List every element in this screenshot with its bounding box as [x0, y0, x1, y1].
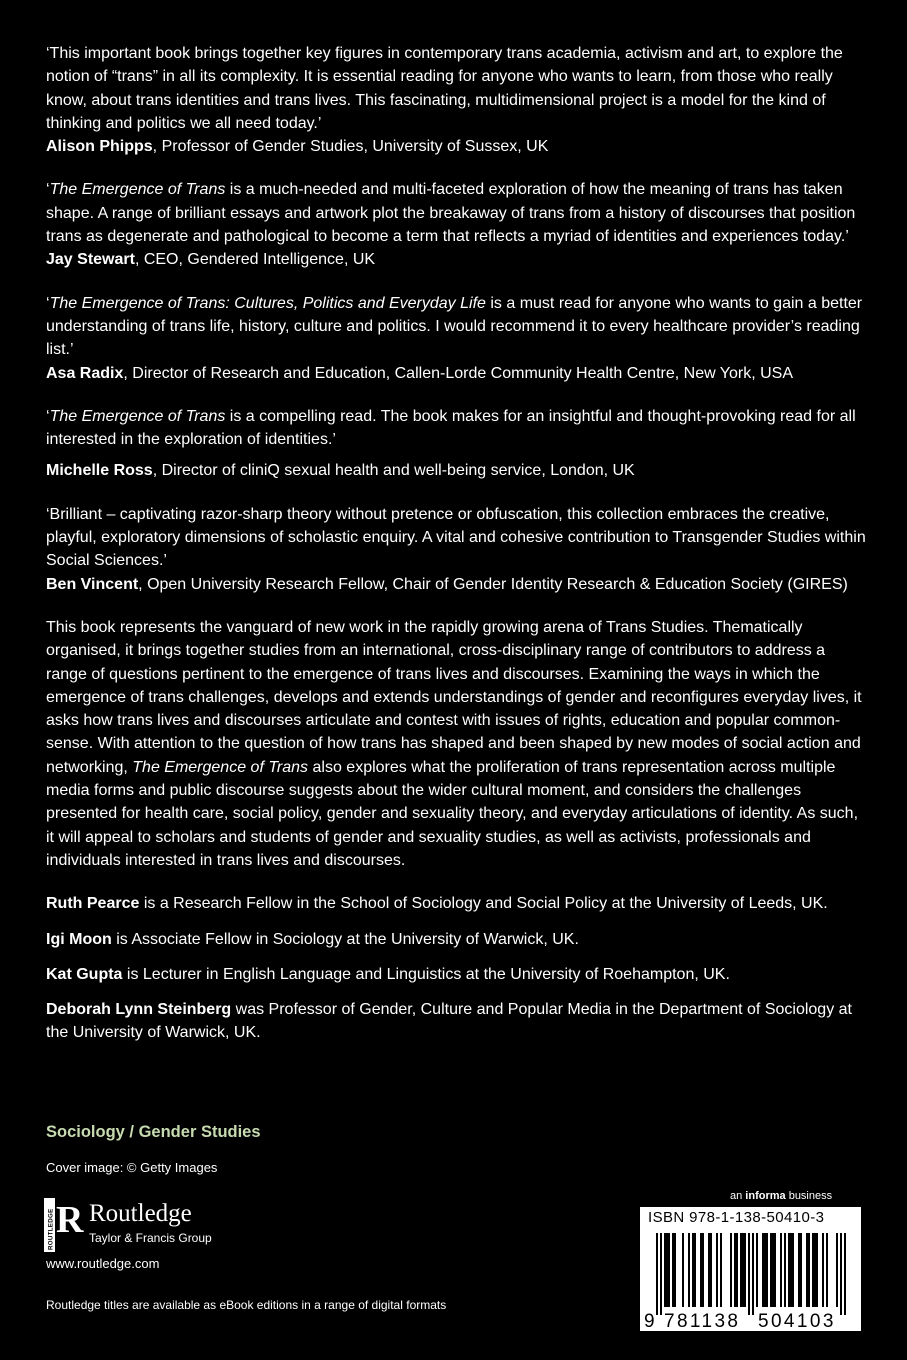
endorser-name: Michelle Ross	[46, 462, 153, 480]
informa-brand: informa	[745, 1190, 786, 1202]
barcode-graphic	[640, 1207, 861, 1331]
quote-mark: ‘	[46, 181, 50, 199]
barcode-bar	[688, 1233, 690, 1307]
endorsement-quote	[46, 405, 866, 452]
barcode-bar	[692, 1233, 694, 1307]
quote-text: is a compelling read. The book makes for an insightful and thought-provoking read for all interested in the exploration of identities.’	[46, 407, 856, 449]
publisher-logo	[44, 1198, 234, 1254]
barcode-bar	[720, 1233, 722, 1307]
barcode-bar	[740, 1233, 742, 1307]
publisher-group: Taylor & Francis Group	[89, 1231, 212, 1245]
quote-mark: ‘	[46, 407, 50, 425]
endorser-name: Alison Phipps	[46, 138, 153, 156]
endorser-name: Jay Stewart	[46, 251, 135, 269]
description-part-1: This book represents the vanguard of new work in the rapidly growing arena of Trans Studies. Thematically organised, it brings together studies from an international, cross-disciplinary range of contributors to address a range of questions pertinent to the emergence of trans lives and discourses. Examining the ways in which the emergence of trans challenges, develops and extends understandings of gender and reconfigures everyday lives, it asks how trans lives and discourses articulate and contest with issues of rights, education and popular common-sense. With attention to the question of how trans has shaped and been shaped by new modes of social action and networking,	[46, 618, 862, 776]
endorser-name: Asa Radix	[46, 364, 124, 382]
description-part-2: also explores what the proliferation of trans representation across multiple media forms and public discourse suggests about the wider cultural moment, and considers the challenges presented for health care, social policy, gender and sexuality theory, and everyday articulations of identity. As such, it will appeal to scholars and students of gender and sexuality studies, as well as activists, professionals and individuals interested in trans lives and discourses.	[46, 758, 859, 869]
barcode-bar	[656, 1233, 658, 1315]
editor-bio	[46, 928, 866, 951]
endorser-role: , Director of cliniQ sexual health and well-being service, London, UK	[152, 462, 635, 480]
barcode-bar	[790, 1233, 792, 1307]
informa-prefix: an	[730, 1190, 746, 1202]
barcode-bar	[744, 1233, 746, 1307]
barcode-bar	[716, 1233, 718, 1307]
barcode-bar	[702, 1233, 704, 1307]
ebook-note: Routledge titles are available as eBook editions in a range of digital formats	[46, 1298, 447, 1312]
informa-business-tag	[730, 1190, 832, 1202]
quote-text: is a must read for anyone who wants to gain a better understanding of trans life, history, culture and politics. I would recommend it to every healthcare provider’s reading list.’	[46, 294, 863, 359]
endorser-role: , Open University Research Fellow, Chair of Gender Identity Research & Education Society (GIRES)	[138, 575, 848, 593]
barcode-bar	[814, 1233, 816, 1307]
barcode-bar	[812, 1233, 814, 1307]
barcode-bar	[806, 1233, 808, 1307]
barcode-bar	[708, 1233, 710, 1307]
editor-bio-3	[46, 963, 866, 986]
editor-name: Deborah Lynn Steinberg	[46, 1001, 232, 1019]
endorser-role: , CEO, Gendered Intelligence, UK	[134, 251, 376, 269]
quote-text: is a much-needed and multi-faceted exploration of how the meaning of trans has taken shape. A range of brilliant essays and artwork plot the breakaway of trans from a history of discourses that position trans as degenerate and pathological to become a term that reflects a myriad of identities and experiences today.’	[46, 181, 856, 246]
informa-suffix: business	[785, 1190, 833, 1202]
logo-letter: R	[56, 1199, 84, 1241]
editor-name: Kat Gupta	[46, 965, 123, 983]
description-text	[46, 616, 866, 872]
barcode-bar	[682, 1233, 684, 1307]
routledge-logo-icon	[44, 1198, 84, 1252]
editor-bio-4	[46, 998, 866, 1045]
editor-bio-text: was Professor of Gender, Culture and Popular Media in the Department of Sociology at the University of Warwick, UK.	[46, 1001, 852, 1042]
barcode-bar	[668, 1233, 670, 1307]
endorsement-4	[46, 405, 866, 483]
barcode-bar	[664, 1233, 666, 1307]
barcode-bar	[674, 1233, 676, 1307]
endorsement-quote: ‘This important book brings together key figures in contemporary trans academia, activism and art, to explore the notion of “trans” in all its complexity. It is essential reading for anyone who wants to learn, from those who really know, about trans identities and trans lives. This fascinating, multidimensional project is a model for the kind of thinking and politics we all need today.’	[46, 45, 843, 132]
barcode-bar	[734, 1233, 736, 1307]
barcode-bar	[808, 1233, 810, 1307]
barcode-bar	[756, 1233, 758, 1307]
barcode-bar	[672, 1233, 674, 1307]
editor-bio	[46, 892, 866, 915]
barcode-bar	[826, 1233, 828, 1307]
book-title: The Emergence of Trans: Cultures, Politics and Everyday Life	[49, 294, 486, 312]
barcode-bar	[770, 1233, 772, 1307]
editor-bio-1	[46, 892, 866, 915]
endorsement-quote	[46, 292, 866, 362]
barcode-bar	[840, 1233, 842, 1315]
endorsement-2	[46, 178, 866, 271]
editor-bio-text: is Associate Fellow in Sociology at the University of Warwick, UK.	[111, 930, 579, 948]
barcode-bar	[844, 1233, 846, 1315]
barcode-bar	[752, 1233, 754, 1315]
endorsement-attribution	[46, 362, 866, 385]
endorsement-5	[46, 503, 866, 596]
barcode-digits-left: 781138	[664, 1311, 741, 1332]
endorsement-attribution	[46, 459, 866, 482]
endorsement-attribution	[46, 248, 866, 271]
barcode-bar	[764, 1233, 766, 1307]
barcode-bar	[798, 1233, 800, 1307]
barcode-digits-right: 504103	[758, 1311, 836, 1332]
barcode-bar	[660, 1233, 662, 1315]
endorsement-attribution	[46, 573, 866, 596]
barcode-bar	[784, 1233, 786, 1307]
barcode-bar	[816, 1233, 818, 1307]
book-description	[46, 616, 866, 872]
book-title: The Emergence of Trans	[132, 758, 309, 776]
editor-name: Igi Moon	[46, 930, 112, 948]
barcode-bar	[762, 1233, 764, 1307]
barcode-bar	[742, 1233, 744, 1307]
logo-vertical-text: ROUTLEDGE	[47, 1208, 55, 1250]
barcode-bar	[792, 1233, 794, 1307]
editor-name: Ruth Pearce	[46, 895, 140, 913]
barcode-bar	[730, 1233, 732, 1307]
barcode-bar	[822, 1233, 824, 1307]
publisher-website[interactable]: www.routledge.com	[46, 1256, 160, 1271]
isbn-label: ISBN 978-1-138-50410-3	[648, 1209, 825, 1226]
endorsement-quote	[46, 178, 866, 248]
cover-image-credit: Cover image: © Getty Images	[46, 1160, 218, 1175]
publisher-name: Routledge	[89, 1200, 192, 1227]
editor-bio	[46, 998, 866, 1045]
subject-category: Sociology / Gender Studies	[46, 1123, 261, 1141]
endorsement-attribution	[46, 135, 866, 158]
book-title: The Emergence of Trans	[49, 181, 226, 199]
endorser-role: , Professor of Gender Studies, University of Sussex, UK	[152, 138, 549, 156]
isbn-barcode	[640, 1207, 861, 1331]
barcode-bar	[772, 1233, 774, 1307]
cover-text	[46, 42, 866, 1053]
endorser-name: Ben Vincent	[46, 575, 139, 593]
barcode-bar	[788, 1233, 790, 1307]
barcode-digit-first: 9	[644, 1311, 655, 1332]
barcode-bar	[700, 1233, 702, 1307]
endorser-role: , Director of Research and Education, Callen-Lorde Community Health Centre, New York, USA	[123, 364, 794, 382]
endorsement-3	[46, 292, 866, 385]
editor-bio-text: is a Research Fellow in the School of Sociology and Social Policy at the University of Leeds, UK.	[139, 895, 828, 913]
editor-bio-2	[46, 928, 866, 951]
book-title: The Emergence of Trans	[49, 407, 226, 425]
barcode-bar	[748, 1233, 750, 1315]
barcode-bar	[736, 1233, 738, 1307]
barcode-bar	[710, 1233, 712, 1307]
endorsement-quote: ‘Brilliant – captivating razor-sharp theory without pretence or obfuscation, this collection embraces the creative, playful, exploratory dimensions of scholastic enquiry. A vital and cohesive contribution to Transgender Studies within Social Sciences.’	[46, 505, 866, 570]
barcode-bar	[766, 1233, 768, 1307]
barcode-bar	[800, 1233, 802, 1307]
barcode-bar	[666, 1233, 668, 1307]
barcode-bar	[694, 1233, 696, 1307]
endorsement-1	[46, 42, 866, 158]
editor-bio	[46, 963, 866, 986]
quote-mark: ‘	[46, 294, 50, 312]
barcode-bar	[774, 1233, 776, 1307]
barcode-bar	[780, 1233, 782, 1307]
barcode-bar	[836, 1233, 838, 1307]
editor-bio-text: is Lecturer in English Language and Linguistics at the University of Roehampton, UK.	[122, 965, 730, 983]
